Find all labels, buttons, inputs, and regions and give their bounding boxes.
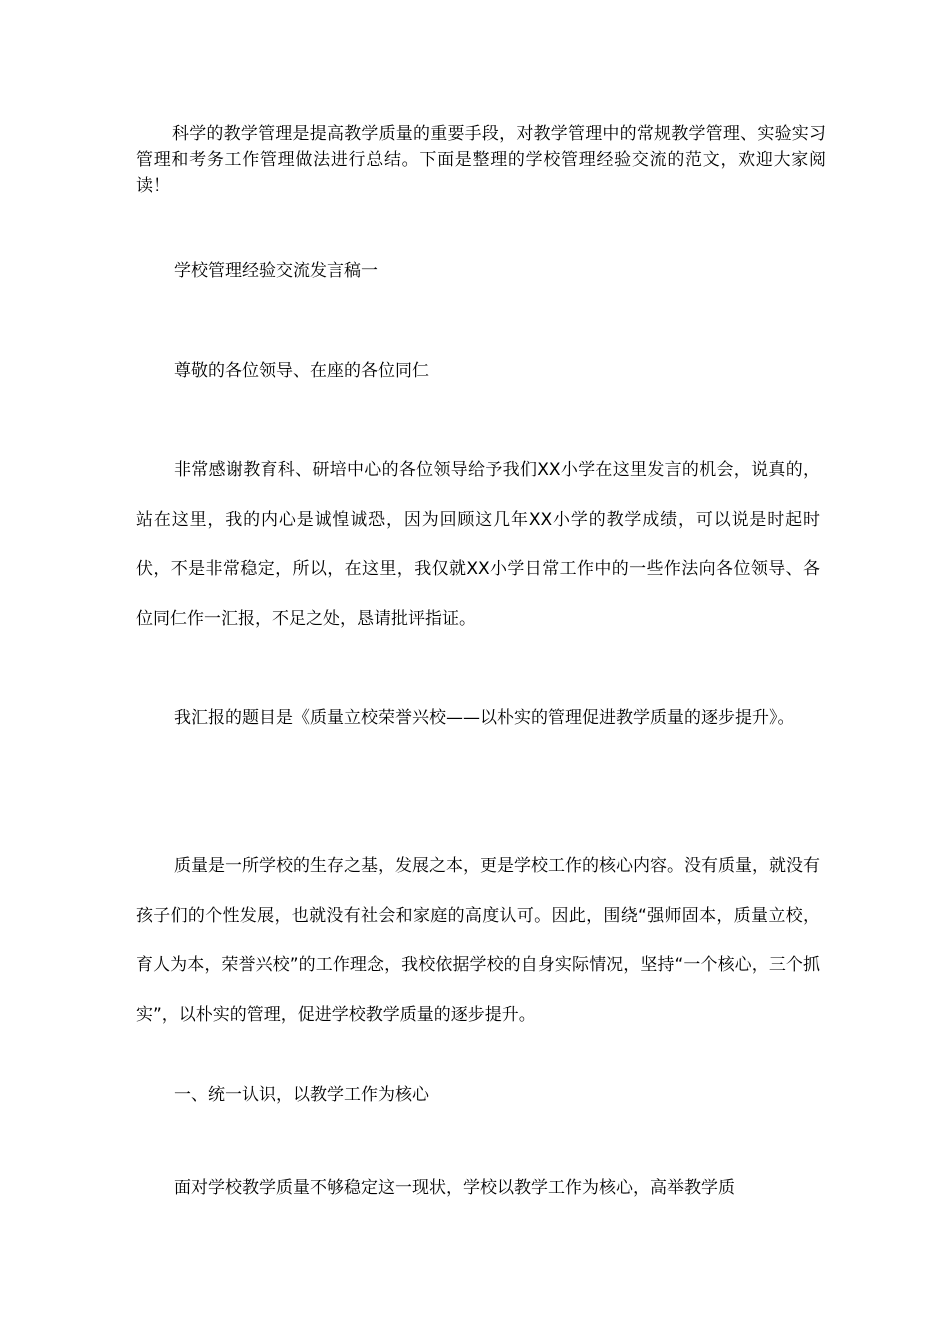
section-1-title: 一、统一认识，以教学工作为核心: [174, 1085, 429, 1105]
paragraph-section-1: 面对学校教学质量不够稳定这一现状，学校以教学工作为核心，高举教学质: [174, 1178, 735, 1198]
paragraph-thanks: 非常感谢教育科、研培中心的各位领导给予我们XX小学在这里发言的机会，说真的，站在这里，我的内心是诚惶诚恐，因为回顾这几年XX小学的教学成绩，可以说是时起时伏，不是非常稳定，所以，在这里，我仅就XX小学日常工作中的一些作法向各位领导、各位同仁作一汇报，不足之处，恳请批评指证。: [136, 460, 820, 629]
salutation: 尊敬的各位领导、在座的各位同仁: [174, 361, 429, 381]
paragraph-report-title: 我汇报的题目是《质量立校荣誉兴校——以朴实的管理促进教学质量的逐步提升》。: [174, 708, 795, 728]
intro-paragraph: 科学的教学管理是提高教学质量的重要手段，对教学管理中的常规教学管理、实验实习管理和考务工作管理做法进行总结。下面是整理的学校管理经验交流的范文，欢迎大家阅读！: [136, 124, 826, 196]
document-heading: 学校管理经验交流发言稿一: [174, 261, 378, 281]
paragraph-quality: 质量是一所学校的生存之基，发展之本，更是学校工作的核心内容。没有质量，就没有孩子们的个性发展，也就没有社会和家庭的高度认可。因此，围绕“强师固本，质量立校，育人为本，荣誉兴校”的工作理念，我校依据学校的自身实际情况，坚持“一个核心，三个抓实”，以朴实的管理，促进学校教学质量的逐步提升。: [136, 856, 820, 1025]
